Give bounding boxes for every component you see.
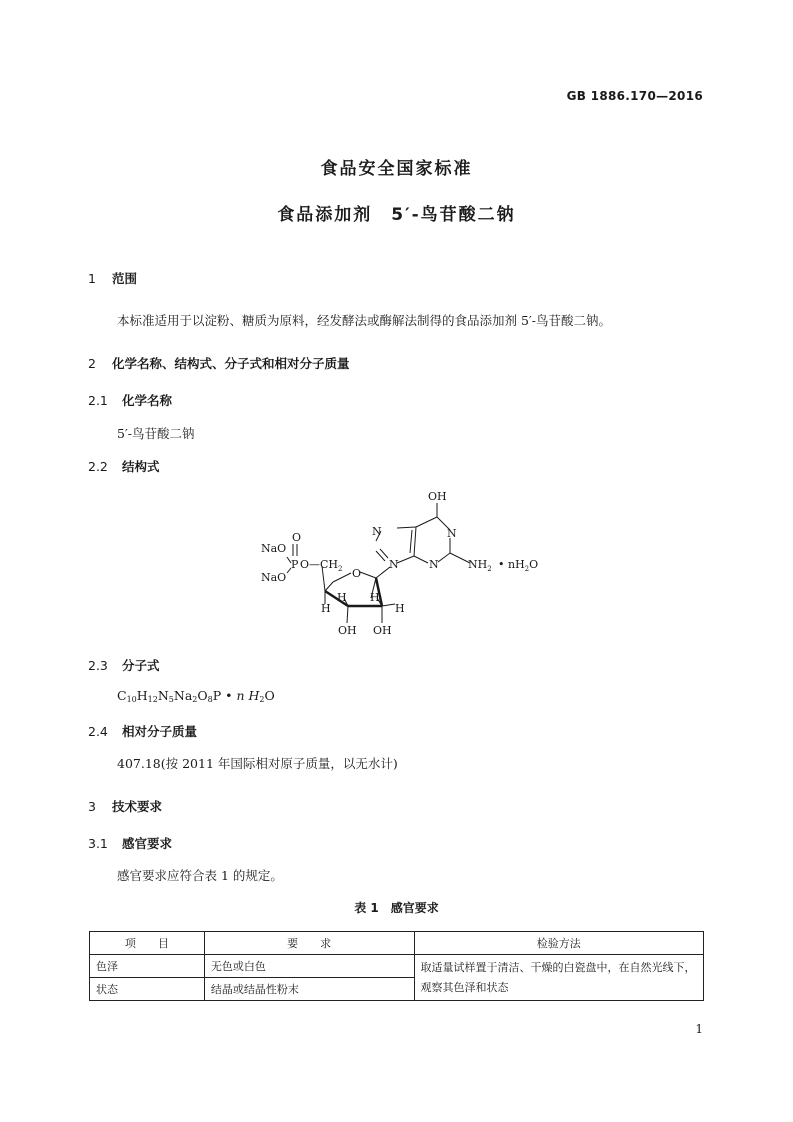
table-cell: 色泽 [90, 955, 205, 978]
o-ch2-label: $O—CH_2$ [300, 558, 343, 573]
standard-code: GB 1886.170—2016 [566, 89, 703, 103]
section-number: 3.1 [88, 836, 108, 851]
section-number: 1 [88, 271, 96, 286]
table-caption: 表 1 感官要求 [354, 901, 439, 915]
phosphorus-label: P [291, 558, 299, 571]
section-2-3-heading [88, 656, 160, 674]
section-title: 分子式 [122, 658, 160, 673]
column-header: 项 目 [90, 932, 205, 955]
table-cell: 无色或白色 [204, 955, 414, 978]
n-label: N [447, 527, 457, 540]
section-3-1-heading [88, 834, 172, 852]
section-2-4-heading [88, 722, 197, 740]
section-title: 结构式 [122, 459, 160, 474]
h-label: H [370, 591, 380, 604]
n-label: N [372, 525, 382, 538]
h-label: H [321, 602, 331, 615]
sensory-requirements-table [89, 931, 704, 1001]
section-3-heading [88, 797, 162, 815]
h-label: H [337, 591, 347, 604]
oh-label: OH [373, 624, 392, 637]
oh-label: OH [338, 624, 357, 637]
oxygen-label: O [292, 531, 302, 544]
page-number: 1 [695, 1022, 703, 1036]
column-header: 检验方法 [414, 932, 704, 955]
oh-label: OH [428, 490, 447, 503]
column-header: 要 求 [204, 932, 414, 955]
section-title: 化学名称、结构式、分子式和相对分子质量 [112, 356, 350, 371]
n-label: N [389, 558, 399, 571]
nh2-label: $NH_2$ [468, 558, 492, 573]
section-title: 化学名称 [122, 393, 173, 408]
scope-paragraph: 本标准适用于以淀粉、糖质为原料，经发酵法或酶解法制得的食品添加剂 5′-鸟苷酸二钠。 [117, 313, 611, 328]
molecular-formula: $C_{10}H_{12}N_5Na_2O_8P$ • n $H_2O$ [117, 688, 275, 704]
n-label: N [429, 558, 439, 571]
sensory-requirement-text: 感官要求应符合表 1 的规定。 [117, 868, 283, 883]
section-number: 3 [88, 799, 96, 814]
document-subtitle: 食品添加剂 5′-鸟苷酸二钠 [277, 205, 516, 225]
section-title: 技术要求 [112, 799, 163, 814]
h-label: H [395, 602, 405, 615]
hydrate-label: • $nH_2O$ [498, 558, 539, 573]
nao-label: NaO [261, 571, 287, 584]
section-number: 2.1 [88, 393, 108, 408]
table-cell: 结晶或结晶性粉末 [204, 978, 414, 1001]
section-title: 相对分子质量 [122, 724, 198, 739]
nao-label: NaO [261, 542, 287, 555]
section-title: 范围 [112, 271, 138, 286]
section-number: 2.3 [88, 658, 108, 673]
document-title: 食品安全国家标准 [320, 159, 473, 179]
section-title: 感官要求 [122, 836, 173, 851]
table-header-row [90, 932, 704, 955]
section-number: 2 [88, 356, 96, 371]
section-number: 2.2 [88, 459, 108, 474]
chemical-name: 5′-鸟苷酸二钠 [117, 426, 195, 441]
test-method-cell: 取适量试样置于清洁、干燥的白瓷盘中，在自然光线下，观察其色泽和状态 [414, 955, 704, 1001]
table-cell: 状态 [90, 978, 205, 1001]
section-number: 2.4 [88, 724, 108, 739]
table-row [90, 955, 704, 978]
molecular-mass: 407.18(按 2011 年国际相对原子质量，以无水计) [117, 756, 398, 771]
ring-oxygen-label: O [352, 567, 362, 580]
